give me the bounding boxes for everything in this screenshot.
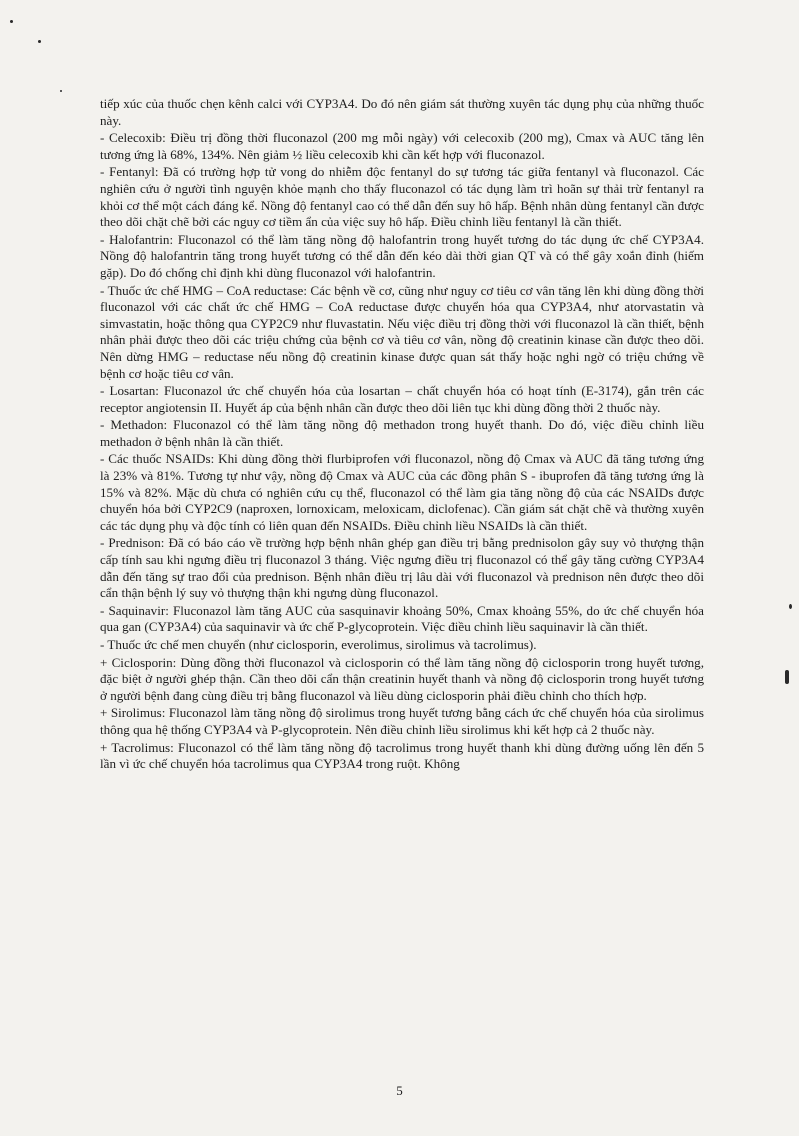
paragraph-prednison: - Prednison: Đã có báo cáo về trường hợp bệnh nhân ghép gan điều trị bằng prednisolon gây suy vỏ thượng thận cấp tính sau khi ngưng điều trị fluconazol 3 tháng. Việc ngưng điều trị fluconazol có thể gây tăng cường CYP3A4 dẫn đến tăng sự trao đổi của prednison. Bệnh nhân điều trị lâu dài với fluconazol và prednison nên được theo dõi cẩn thận bệnh lý suy vỏ thượng thận khi ngưng dùng fluconazol. <box>100 535 704 601</box>
paragraph-halofantrin: - Halofantrin: Fluconazol có thể làm tăng nồng độ halofantrin trong huyết tương do tác dụng ức chế CYP3A4. Nồng độ halofantrin tăng trong huyết tương có thể dẫn đến kéo dài thời gian QT và có thể gây xoắn đỉnh (hiếm gặp). Do đó chống chỉ định khi dùng fluconazol với halofantrin. <box>100 231 704 280</box>
scan-speck <box>60 90 62 92</box>
paragraph-hmg-coa-reductase: - Thuốc ức chế HMG – CoA reductase: Các bệnh về cơ, cũng như nguy cơ tiêu cơ vân tăng lên khi dùng đồng thời fluconazol với các chất ức chế HMG – CoA reductase được chuyển hóa qua CYP3A4, như atorvastatin và simvastatin, hoặc thông qua CYP2C9 như fluvastatin. Nếu việc điều trị đồng thời với fluconazol là cần thiết, bệnh nhân phải được theo dõi các triệu chứng của bệnh cơ và tiêu cơ vân, nồng độ creatinin kinase cần được theo dõi. Nên dừng HMG – reductase nếu nồng độ creatinin kinase được quan sát thấy hoặc nghi ngờ có triệu chứng về bệnh cơ hoặc tiêu cơ vân. <box>100 282 704 381</box>
paragraph-tacrolimus: + Tacrolimus: Fluconazol có thể làm tăng nồng độ tacrolimus trong huyết thanh khi dùng đường uống lên đến 5 lần vì ức chế chuyển hóa tacrolimus qua CYP3A4 trong ruột. Không <box>100 739 704 772</box>
scan-speck <box>785 670 789 684</box>
page-number: 5 <box>396 1083 403 1098</box>
paragraph-saquinavir: - Saquinavir: Fluconazol làm tăng AUC của sasquinavir khoảng 50%, Cmax khoảng 55%, do ức chế chuyển hóa qua gan (CYP3A4) của saquinavir và ức chế P-glycoprotein. Việc điều chỉnh liều saquinavir là cần thiết. <box>100 602 704 635</box>
paragraph-sirolimus: + Sirolimus: Fluconazol làm tăng nồng độ sirolimus trong huyết tương bằng cách ức chế chuyển hóa của sirolimus thông qua hệ thống CYP3A4 và P-glycoprotein. Nên điều chỉnh liều sirolimus khi kết hợp cả 2 thuốc này. <box>100 705 704 737</box>
scan-speck <box>789 604 792 609</box>
paragraph-methadon: - Methadon: Fluconazol có thể làm tăng nồng độ methadon trong huyết thanh. Do đó, việc điều chỉnh liều methadon ở bệnh nhân là cần thiết. <box>100 417 704 449</box>
document-body <box>100 96 704 774</box>
paragraph-losartan: - Losartan: Fluconazol ức chế chuyển hóa của losartan – chất chuyển hóa có hoạt tính (E-3174), gắn trên các receptor angiotensin II. Huyết áp của bệnh nhân cần được theo dõi liên tục khi dùng đồng thời 2 thuốc này. <box>100 383 704 415</box>
paragraph-calcium-channel-blockers: tiếp xúc của thuốc chẹn kênh calci với CYP3A4. Do đó nên giám sát thường xuyên tác dụng phụ của những thuốc này. <box>100 96 704 128</box>
paragraph-ciclosporin: + Ciclosporin: Dùng đồng thời fluconazol và ciclosporin có thể làm tăng nồng độ ciclosporin trong huyết tương, đặc biệt ở người ghép thận. Cần theo dõi cẩn thận creatinin huyết thanh và nồng độ ciclosporin trong huyết tương ở người bệnh đang cùng điều trị bằng fluconazol và liều dùng ciclosporin phải điều chỉnh cho thích hợp. <box>100 654 704 703</box>
scan-speck <box>38 40 41 43</box>
paragraph-fentanyl: - Fentanyl: Đã có trường hợp tử vong do nhiễm độc fentanyl do sự tương tác giữa fentanyl và fluconazol. Các nghiên cứu ở người tình nguyện khỏe mạnh cho thấy fluconazol có tác dụng làm trì hoãn sự thải trừ fentanyl ra khỏi cơ thể một cách đáng kể. Nồng độ fentanyl cao có thể dẫn đến suy hô hấp. Bệnh nhân dùng fentanyl cần được theo dõi chặt chẽ bởi các nguy cơ tiềm ẩn của việc suy hô hấp. Điều chỉnh liều fentanyl là cần thiết. <box>100 164 704 230</box>
paragraph-immunosuppressants: - Thuốc ức chế men chuyển (như ciclosporin, everolimus, sirolimus và tacrolimus). <box>100 637 537 652</box>
paragraph-nsaids: - Các thuốc NSAIDs: Khi dùng đồng thời flurbiprofen với fluconazol, nồng độ Cmax và AUC đã tăng tương ứng là 23% và 81%. Tương tự như vậy, nồng độ Cmax và AUC của các đồng phân S - ibuprofen đã tăng tương ứng là 15% và 82%. Mặc dù chưa có nghiên cứu cụ thể, fluconazol có thể làm gia tăng nồng độ của các NSAIDs được chuyển hóa bởi CYP2C9 (naproxen, lornoxicam, meloxicam, diclofenac). Cần giám sát chặt chẽ và thường xuyên các tác dụng phụ và độc tính có liên quan đến NSAIDs. Điều chỉnh liều NSAIDs là cần thiết. <box>100 451 704 533</box>
paragraph-celecoxib: - Celecoxib: Điều trị đồng thời fluconazol (200 mg mỗi ngày) với celecoxib (200 mg), Cmax và AUC tăng lên tương ứng là 68%, 134%. Nên giảm ½ liều celecoxib khi cần kết hợp với fluconazol. <box>100 130 704 162</box>
scan-speck <box>10 20 13 23</box>
